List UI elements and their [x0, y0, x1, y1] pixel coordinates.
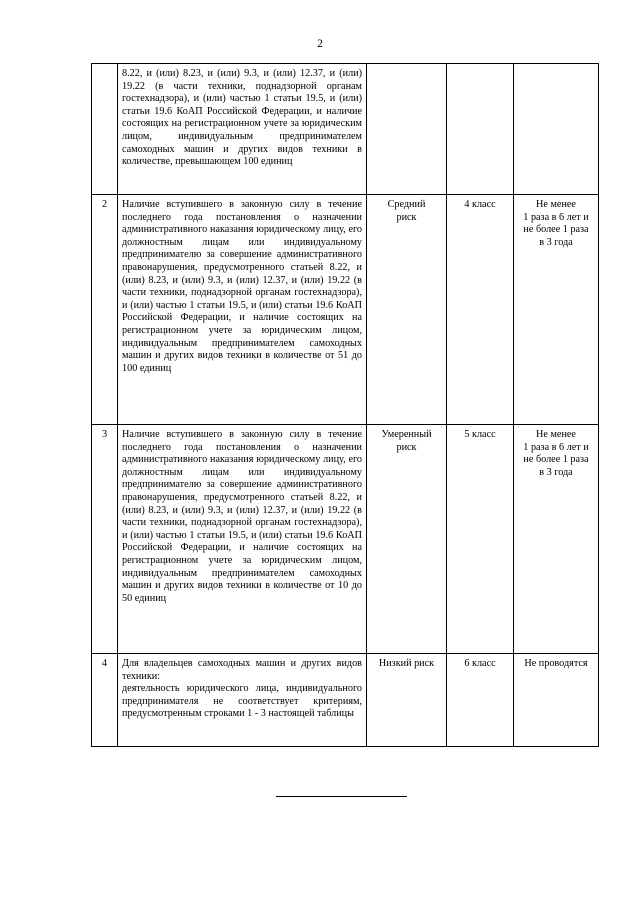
risk-category-text: Средний риск	[387, 199, 426, 223]
inspection-frequency-cell	[514, 195, 599, 425]
risk-category-cell	[367, 64, 447, 195]
risk-category-cell	[367, 195, 447, 425]
criteria-text: Наличие вступившего в законную силу в течение последнего года постановления о назначении административного наказания юридическому лицу, его должностным лицам или индивидуальному предпринимателю за совершение административного правонарушения, предусмотренного статьей 8.22, и (или) 8.23, и (или) 9.3, и (или) 12.37, и (или) 19.22 (в части техники, поднадзорной органам гостехнадзора), и (или) частью 1 статьи 19.5, и (или) статьи 19.6 КоАП Российской Федерации, и наличие состоящих на регистрационном учете за юридическим лицом, индивидуальным предпринимателем самоходных машин и других видов техники в количестве от 51 до 100 единиц	[122, 199, 362, 374]
inspection-frequency-cell	[514, 64, 599, 195]
inspection-frequency-cell	[514, 654, 599, 747]
risk-category-cell	[367, 425, 447, 654]
inspection-frequency-text: Не менее 1 раза в 6 лет и не более 1 раза в 3 года	[523, 429, 589, 478]
hazard-class-cell	[447, 64, 514, 195]
inspection-frequency-text: Не менее 1 раза в 6 лет и не более 1 раза в 3 года	[523, 199, 589, 248]
criteria-cell	[118, 654, 367, 747]
criteria-cell	[118, 195, 367, 425]
hazard-class-text: 5 класс	[464, 429, 496, 440]
row-number-cell: 2	[92, 195, 118, 425]
table-row	[92, 654, 599, 747]
criteria-text: Для владельцев самоходных машин и других видов техники: деятельность юридического лица, индивидуального предпринимателя не соответствует критериям, предусмотренным строками 1 - 3 настоящей таблицы	[122, 658, 362, 720]
risk-category-cell	[367, 654, 447, 747]
hazard-class-cell	[447, 195, 514, 425]
table-row	[92, 425, 599, 654]
row-number-cell: 4	[92, 654, 118, 747]
hazard-class-cell	[447, 654, 514, 747]
table-row	[92, 64, 599, 195]
hazard-class-cell	[447, 425, 514, 654]
inspection-frequency-text: Не проводятся	[524, 658, 588, 669]
hazard-class-text: 4 класс	[464, 199, 496, 210]
table-row	[92, 195, 599, 425]
row-number-cell	[92, 64, 118, 195]
end-of-document-rule	[276, 796, 407, 797]
criteria-cell	[118, 64, 367, 195]
risk-category-table	[91, 63, 599, 747]
criteria-cell	[118, 425, 367, 654]
page-number: 2	[317, 38, 323, 50]
hazard-class-text: 6 класс	[464, 658, 496, 669]
risk-category-text: Низкий риск	[378, 658, 435, 669]
inspection-frequency-cell	[514, 425, 599, 654]
criteria-text: Наличие вступившего в законную силу в течение последнего года постановления о назначении административного наказания юридическому лицу, его должностным лицам или индивидуальному предпринимателю за совершение административного правонарушения, предусмотренного статьей 8.22, и (или) 8.23, и (или) 9.3, и (или) 12.37, и (или) 19.22 (в части техники, поднадзорной органам гостехнадзора), и (или) частью 1 статьи 19.5, и (или) статьи 19.6 КоАП Российской Федерации, и наличие состоящих на регистрационном учете за юридическим лицом, индивидуальным предпринимателем самоходных машин и других видов техники в количестве от 10 до 50 единиц	[122, 429, 362, 604]
criteria-text: 8.22, и (или) 8.23, и (или) 9.3, и (или) 12.37, и (или) 19.22 (в части техники, поднадзорной органам гостехнадзора), и (или) частью 1 статьи 19.5, и (или) статьи 19.6 КоАП Российской Федерации, и наличие состоящих на регистрационном учете за юридическим лицом, индивидуальным предпринимателем самоходных машин и других видов техники в количестве, превышающем 100 единиц	[122, 68, 362, 168]
risk-category-text: Умеренный риск	[381, 429, 432, 453]
row-number-cell: 3	[92, 425, 118, 654]
